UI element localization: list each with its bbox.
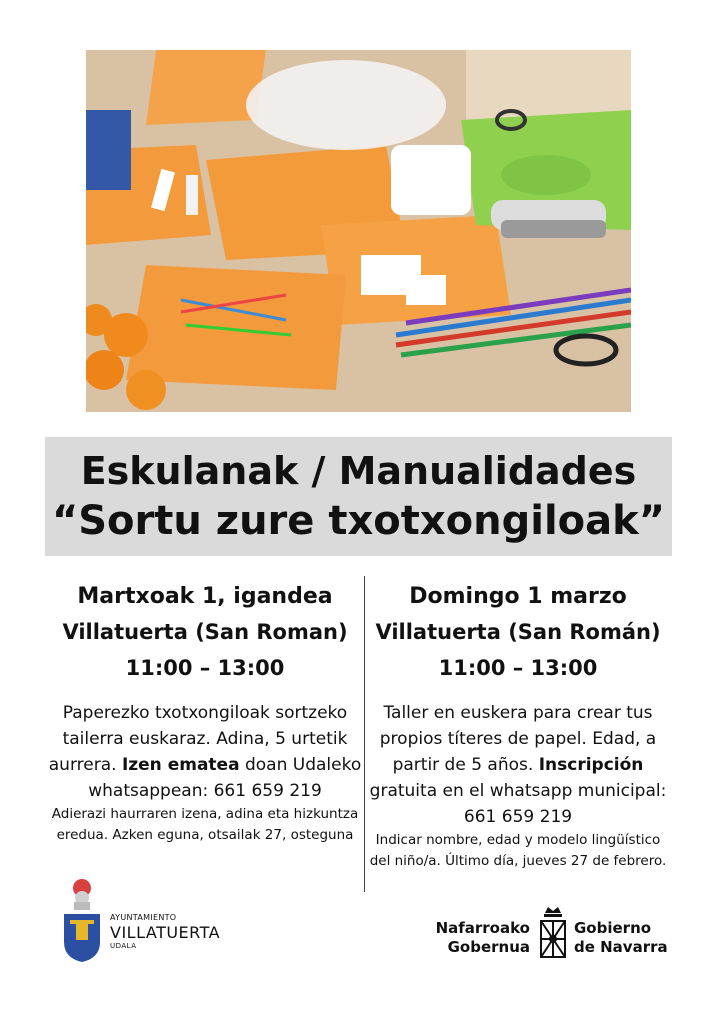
spanish-note: Indicar nombre, edad y modelo lingüístico del niño/a. Último día, jueves 27 de febrero.: [369, 832, 667, 869]
basque-description: [46, 700, 364, 804]
navarra-left-line1: Nafarroako: [435, 919, 530, 937]
basque-note: Adierazi haurraren izena, adina eta hizkuntza eredua. Azken eguna, otsailak 27, osteguna: [51, 806, 359, 843]
spanish-place: Villatuerta (San Román): [375, 620, 661, 644]
spanish-desc-part1: Taller en euskera para crear tus propios títeres de papel. Edad, a partir de 5 años.: [379, 703, 657, 775]
villatuerta-name: VILLATUERTA: [110, 923, 221, 942]
basque-desc-part2: doan Udaleko whatsappean: 661 659 219: [88, 755, 362, 801]
spanish-date: Domingo 1 marzo: [409, 584, 627, 609]
villatuerta-logo: [60, 876, 260, 966]
title-band: [45, 437, 672, 556]
spanish-column: [367, 580, 669, 872]
coat-of-arms-icon: [60, 876, 104, 964]
basque-desc-part1: Paperezko txotxongiloak sortzeko tailerra euskaraz. Adina, 5 urtetik aurrera.: [48, 703, 348, 775]
basque-desc-bold: Izen ematea: [121, 755, 240, 775]
spanish-desc-bold: Inscripción: [538, 755, 644, 775]
spanish-desc-part2: gratuita en el whatsapp municipal: 661 659 219: [369, 781, 667, 827]
title-line-1: Eskulanak / Manualidades: [80, 449, 637, 493]
basque-place: Villatuerta (San Roman): [62, 620, 348, 644]
navarra-spanish-name: [574, 919, 668, 957]
navarra-right-line2: de Navarra: [574, 938, 668, 956]
craft-photo: [86, 50, 631, 412]
basque-column: [46, 580, 364, 846]
navarra-left-line2: Gobernua: [447, 938, 530, 956]
navarra-basque-name: [436, 919, 530, 957]
column-divider: [364, 576, 365, 892]
villatuerta-small-text: AYUNTAMIENTO: [110, 913, 177, 922]
navarra-logo: [436, 903, 676, 965]
spanish-time: 11:00 – 13:00: [438, 656, 598, 680]
basque-time: 11:00 – 13:00: [125, 656, 285, 680]
navarra-right-line1: Gobierno: [574, 919, 652, 937]
spanish-description: [367, 700, 669, 830]
title-line-2: “Sortu zure txotxongiloak”: [51, 498, 666, 544]
navarra-emblem-icon: [536, 905, 570, 961]
villatuerta-udala: UDALA: [110, 942, 137, 950]
basque-date: Martxoak 1, igandea: [77, 584, 333, 609]
